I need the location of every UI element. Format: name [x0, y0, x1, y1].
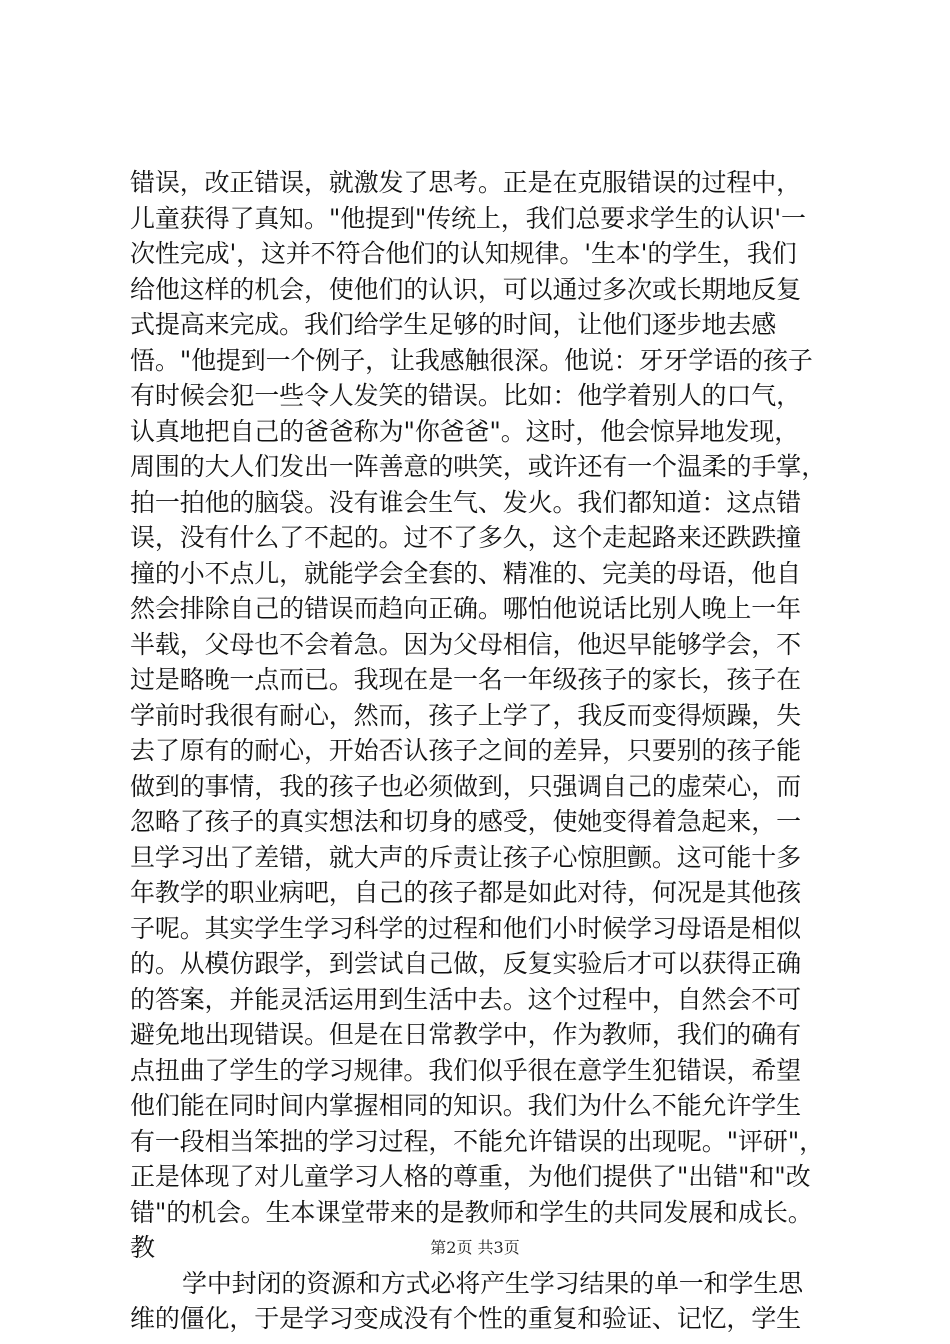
text-line: 撞的小不点儿，就能学会全套的、精准的、完美的母语，他自 — [130, 558, 801, 588]
text-line: 点扭曲了学生的学习规律。我们似乎很在意学生犯错误，希望 — [130, 1055, 801, 1085]
text-line: 儿童获得了真知。"他提到"传统上，我们总要求学生的认识'一 — [130, 203, 806, 233]
text-line: 误，没有什么了不起的。过不了多久，这个走起路来还跌跌撞 — [130, 523, 801, 552]
text-line: 的。从模仿跟学，到尝试自己做，反复实验后才可以获得正确 — [130, 949, 801, 978]
page-footer: 第2页 共3页 — [430, 1238, 520, 1257]
text-line: 他们能在同时间内掌握相同的知识。我们为什么不能允许学生 — [130, 1091, 801, 1120]
text-line: 次性完成'，这并不符合他们的认知规律。'生本'的学生，我们 — [130, 239, 797, 268]
text-line: 避免地出现错误。但是在日常教学中，作为教师，我们的确有 — [130, 1020, 801, 1049]
text-line: 教 — [130, 1233, 156, 1262]
text-line: 错误，改正错误，就激发了思考。正是在克服错误的过程中， — [130, 168, 801, 197]
text-line: 周围的大人们发出一阵善意的哄笑，或许还有一个温柔的手掌， — [130, 452, 827, 481]
text-line: 旦学习出了差错，就大声的斥责让孩子心惊胆颤。这可能十多 — [130, 842, 801, 872]
text-line: 给他这样的机会，使他们的认识，可以通过多次或长期地反复 — [130, 274, 801, 304]
paragraph-first-line: 学中封闭的资源和方式必将产生学习结果的单一和学生思 — [182, 1268, 804, 1298]
text-line: 然会排除自己的错误而趋向正确。哪怕他说话比别人晚上一年 — [130, 594, 801, 623]
text-line: 悟。"他提到一个例子，让我感触很深。他说：牙牙学语的孩子 — [130, 345, 813, 375]
text-line: 过是略晚一点而已。我现在是一名一年级孩子的家长，孩子在 — [130, 665, 801, 694]
text-line: 子呢。其实学生学习科学的过程和他们小时候学习母语是相似 — [130, 913, 801, 943]
text-line: 认真地把自己的爸爸称为"你爸爸"。这时，他会惊异地发现， — [130, 416, 800, 446]
text-line: 有一段相当笨拙的学习过程，不能允许错误的出现呢。"评研"， — [130, 1126, 824, 1156]
text-line: 错"的机会。生本课堂带来的是教师和学生的共同发展和成长。 — [130, 1197, 813, 1227]
text-line: 去了原有的耐心，开始否认孩子之间的差异，只要别的孩子能 — [130, 736, 801, 765]
text-line: 学前时我很有耐心，然而，孩子上学了，我反而变得烦躁，失 — [130, 700, 801, 730]
text-line: 式提高来完成。我们给学生足够的时间，让他们逐步地去感 — [130, 310, 777, 339]
text-line: 有时候会犯一些令人发笑的错误。比如：他学着别人的口气， — [130, 381, 801, 410]
text-line: 的答案，并能灵活运用到生活中去。这个过程中，自然会不可 — [130, 984, 801, 1014]
text-line: 忽略了孩子的真实想法和切身的感受，使她变得着急起来，一 — [130, 807, 801, 836]
text-line: 维的僵化，于是学习变成没有个性的重复和验证、记忆，学生 — [130, 1304, 801, 1333]
body-text — [130, 165, 830, 1337]
text-line: 正是体现了对儿童学习人格的尊重，为他们提供了"出错"和"改 — [130, 1162, 811, 1191]
text-line: 半载，父母也不会着急。因为父母相信，他迟早能够学会，不 — [130, 629, 801, 659]
text-line: 年教学的职业病吧，自己的孩子都是如此对待，何况是其他孩 — [130, 878, 801, 907]
text-line: 做到的事情，我的孩子也必须做到，只强调自己的虚荣心，而 — [130, 771, 801, 801]
text-line: 拍一拍他的脑袋。没有谁会生气、发火。我们都知道：这点错 — [130, 487, 801, 517]
